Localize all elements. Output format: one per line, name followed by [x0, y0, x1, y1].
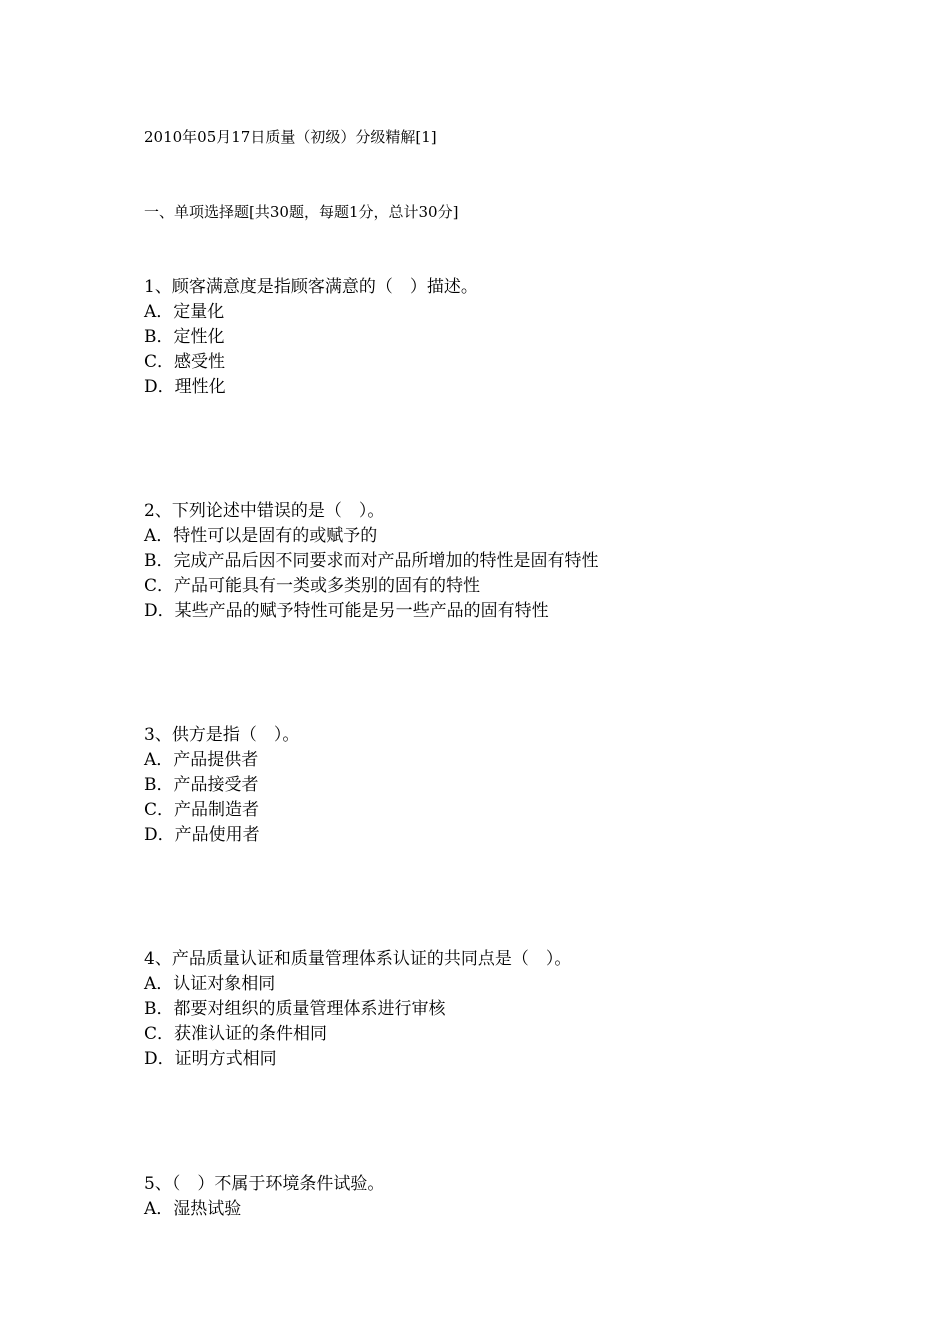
option-d: D．某些产品的赋予特性可能是另一些产品的固有特性 [144, 601, 549, 621]
option-d: D．理性化 [144, 377, 226, 397]
option-d: D．证明方式相同 [144, 1049, 277, 1069]
question-4 [144, 947, 844, 1072]
question-2 [144, 499, 844, 624]
option-b: B．都要对组织的质量管理体系进行审核 [144, 999, 446, 1019]
option-a: A．认证对象相同 [144, 974, 276, 994]
option-b: B．产品接受者 [144, 775, 259, 795]
question-stem: 3、供方是指（ ）。 [144, 725, 300, 745]
option-a: A．湿热试验 [144, 1199, 242, 1219]
question-stem: 1、顾客满意度是指顾客满意的（ ）描述。 [144, 277, 478, 297]
option-a: A．特性可以是固有的或赋予的 [144, 526, 378, 546]
option-c: C．产品可能具有一类或多类别的固有的特性 [144, 576, 481, 596]
document-title: 2010年05月17日质量（初级）分级精解[1] [144, 128, 437, 146]
question-1 [144, 275, 844, 400]
option-c: C．获准认证的条件相同 [144, 1024, 328, 1044]
section-heading: 一、单项选择题[共30题，每题1分，总计30分] [144, 203, 459, 221]
question-3 [144, 723, 844, 848]
option-a: A．产品提供者 [144, 750, 259, 770]
option-c: C．感受性 [144, 352, 226, 372]
option-b: B．定性化 [144, 327, 225, 347]
option-b: B．完成产品后因不同要求而对产品所增加的特性是固有特性 [144, 551, 599, 571]
question-stem: 5、（ ）不属于环境条件试验。 [144, 1174, 385, 1194]
option-a: A．定量化 [144, 302, 225, 322]
option-d: D．产品使用者 [144, 825, 260, 845]
question-5 [144, 1172, 844, 1222]
question-stem: 2、下列论述中错误的是（ ）。 [144, 501, 385, 521]
option-c: C．产品制造者 [144, 800, 260, 820]
question-stem: 4、产品质量认证和质量管理体系认证的共同点是（ ）。 [144, 949, 572, 969]
